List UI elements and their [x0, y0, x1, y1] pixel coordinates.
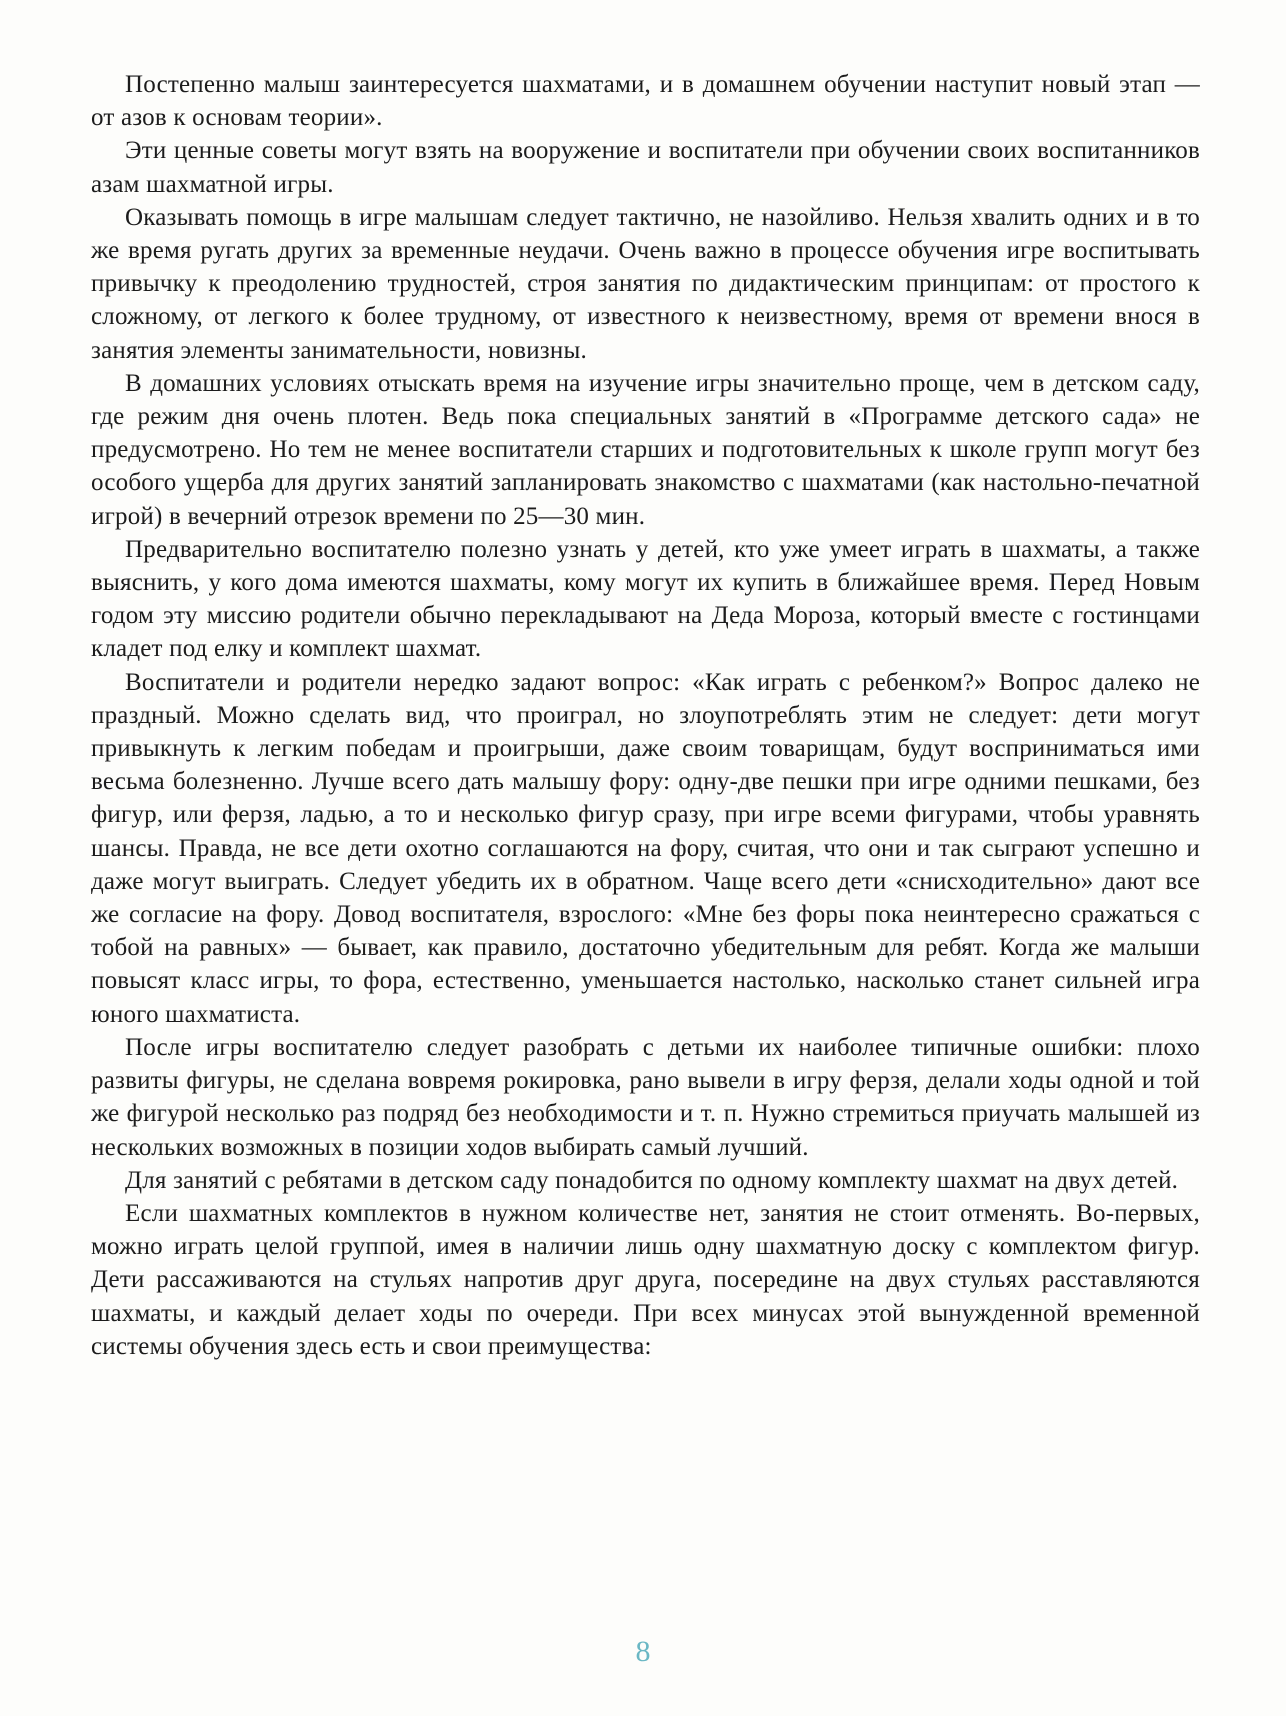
paragraph-8: Для занятий с ребятами в детском саду понадобится по одному комплекту шахмат на двух детей.: [125, 1166, 1179, 1194]
paragraph-7: После игры воспитателю следует разобрать с детьми их наиболее типичные ошибки: плохо развиты фигуры, не сделана вовремя рокировка, рано вывели в игру ферзя, делали ходы одной и той же фигурой несколько раз подряд без необходимости и т. п. Нужно стремиться приучать малышей из нескольких возможных в позиции ходов выбирать самый лучший.: [91, 1033, 1200, 1161]
paragraph-2: Эти ценные советы могут взять на вооружение и воспитатели при обучении своих воспитанников азам шахматной игры.: [91, 137, 1200, 198]
page-number: 8: [635, 1635, 651, 1668]
paragraph-3: Оказывать помощь в игре малышам следует тактично, не назойливо. Нельзя хвалить одних и в то же время ругать других за временные неудачи. Очень важно в процессе обучения игре воспитывать привычку к преодолению трудностей, строя занятия по дидактическим принципам: от простого к сложному, от легкого к более трудному, от известного к неизвестному, время от времени внося в занятия элементы занимательности, новизны.: [91, 203, 1200, 364]
paragraph-9: Если шахматных комплектов в нужном количестве нет, занятия не стоит отменять. Во-первых, можно играть целой группой, имея в наличии лишь одну шахматную доску с комплектом фигур. Дети рассаживаются на стульях напротив друг друга, посередине на двух стульях расставляются шахматы, и каждый делает ходы по очереди. При всех минусах этой вынужденной временной системы обучения здесь есть и свои преимущества:: [91, 1199, 1200, 1360]
paragraph-5: Предварительно воспитателю полезно узнать у детей, кто уже умеет играть в шахматы, а также выяснить, у кого дома имеются шахматы, кому могут их купить в ближайшее время. Перед Новым годом эту миссию родители обычно перекладывают на Деда Мороза, который вместе с гостинцами кладет под елку и комплект шахмат.: [91, 535, 1200, 663]
paragraph-4: В домашних условиях отыскать время на изучение игры значительно проще, чем в детском саду, где режим дня очень плотен. Ведь пока специальных занятий в «Программе детского сада» не предусмотрено. Но тем не менее воспитатели старших и подготовительных к школе групп могут без особого ущерба для других занятий запланировать знакомство с шахматами (как настольно-печатной игрой) в вечерний отрезок времени по 25—30 мин.: [91, 369, 1200, 530]
paragraph-6: Воспитатели и родители нередко задают вопрос: «Как играть с ребенком?» Вопрос далеко не праздный. Можно сделать вид, что проиграл, но злоупотреблять этим не следует: дети могут привыкнуть к легким победам и проигрыши, даже своим товарищам, будут восприниматься ими весьма болезненно. Лучше всего дать малышу фору: одну-две пешки при игре одними пешками, без фигур, или ферзя, ладью, а то и несколько фигур сразу, при игре всеми фигурами, чтобы уравнять шансы. Правда, не все дети охотно соглашаются на фору, считая, что они и так сыграют успешно и даже могут выиграть. Следует убедить их в обратном. Чаще всего дети «снисходительно» дают все же согласие на фору. Довод воспитателя, взрослого: «Мне без форы пока неинтересно сражаться с тобой на равных» — бывает, как правило, достаточно убедительным для ребят. Когда же малыши повысят класс игры, то фора, естественно, уменьшается настолько, насколько станет сильней игра юного шахматиста.: [91, 668, 1200, 1028]
body-text: [91, 68, 1200, 1363]
paragraph-1: Постепенно малыш заинтересуется шахматами, и в домашнем обучении наступит новый этап — от азов к основам теории».: [91, 71, 1200, 132]
